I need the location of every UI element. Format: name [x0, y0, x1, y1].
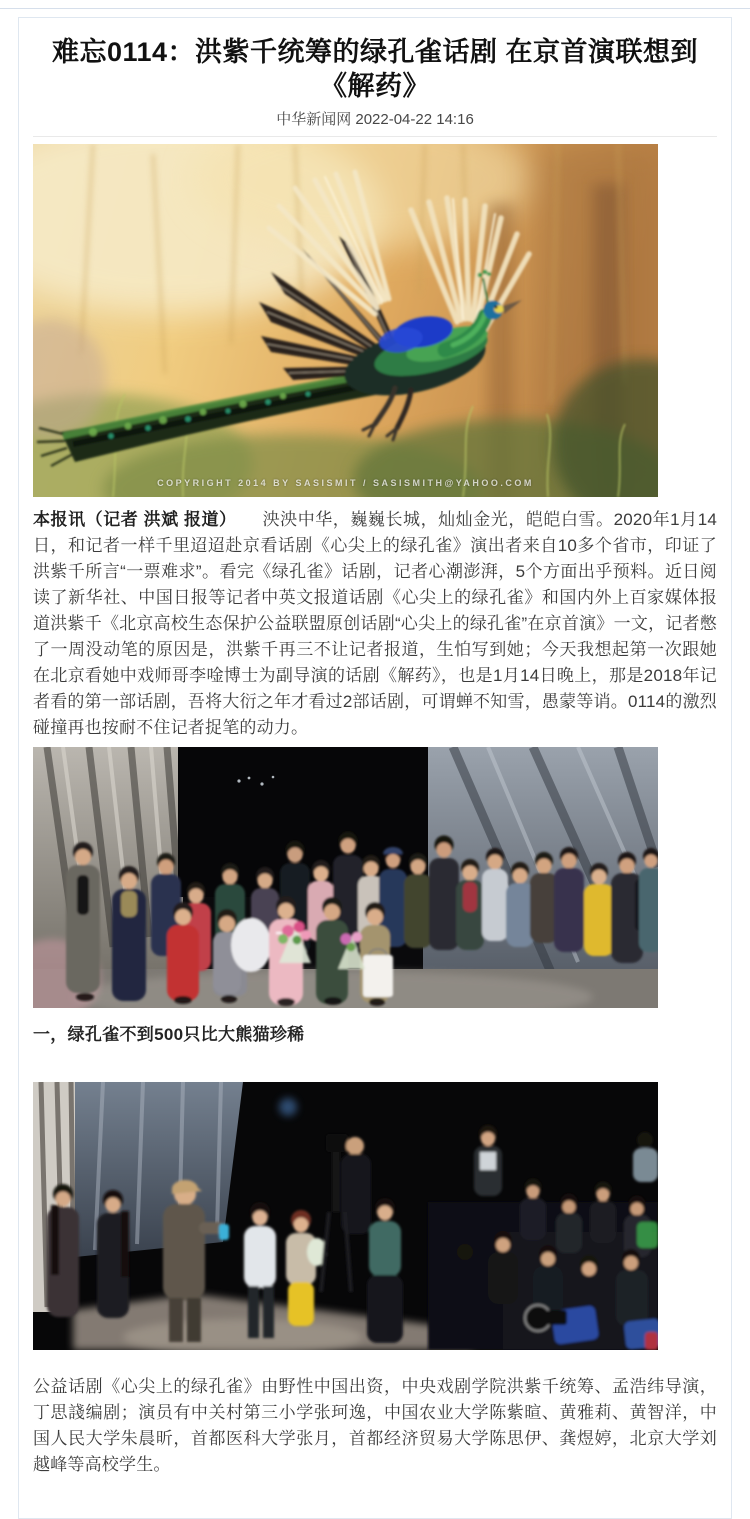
byline: 本报讯（记者 洪斌 报道）	[33, 510, 237, 529]
paragraph-1	[33, 507, 717, 741]
peacock-photo	[33, 144, 658, 497]
article-container	[18, 17, 732, 1519]
paragraph-1-text: 泱泱中华，巍巍长城，灿灿金光，皑皑白雪。2020年1月14日，和记者一样千里迢迢赴京看话剧《心尖上的绿孔雀》演出者来自10多个省市，印证了洪紫千所言“一票难求”。看完《绿孔雀》话剧，记者心潮澎湃，5个方面出乎预料。近日阅读了新华社、中国日报等记者中英文报道话剧《心尖上的绿孔雀》和国内外上百家媒体报道洪紫千《北京高校生态保护公益联盟原创话剧“心尖上的绿孔雀”在京首演》一文，记者憋了一周没动笔的原因是，洪紫千再三不让记者报道，生怕写到她；今天我想起第一次跟她在北京看她中戏师哥李唫博士为副导演的话剧《解药》，也是1月14日晚上，那是2018年记者看的第一部话剧，吾将大衍之年才看过2部话剧，可谓蝉不知雪，愚蒙等诮。0114的激烈碰撞再也按耐不住记者捉笔的动力。	[33, 510, 718, 737]
article-page	[0, 8, 750, 1474]
paragraph-2: 公益话剧《心尖上的绿孔雀》由野性中国出资，中央戏剧学院洪紫千统筹、孟浩纬导演，丁思諓编剧；演员有中关村第三小学张珂逸，中国农业大学陈紫暄、黄雅莉、黄智洋，中国人民大学朱晨昕，首都医科大学张月，首都经济贸易大学陈思伊、龚煜婷，北京大学刘越峰等高校学生。	[33, 1377, 717, 1474]
article-source-meta: 中华新闻网 2022-04-22 14:16	[276, 111, 474, 128]
article-title: 难忘0114：洪紫千统筹的绿孔雀话剧 在京首演联想到《解药》	[51, 37, 699, 101]
stage-photo-image	[33, 1082, 658, 1350]
meta-divider	[33, 136, 717, 137]
group-photo-image	[33, 747, 658, 1008]
peacock-image	[33, 144, 658, 497]
copyright-watermark: COPYRIGHT 2014 BY SASISMIT / SASISMITH@YAHOO.COM	[157, 478, 534, 488]
top-divider	[0, 8, 750, 9]
section-heading: 一，绿孔雀不到500只比大熊猫珍稀	[33, 1025, 305, 1044]
group-photo	[33, 747, 658, 1008]
stage-photo	[33, 1082, 658, 1350]
